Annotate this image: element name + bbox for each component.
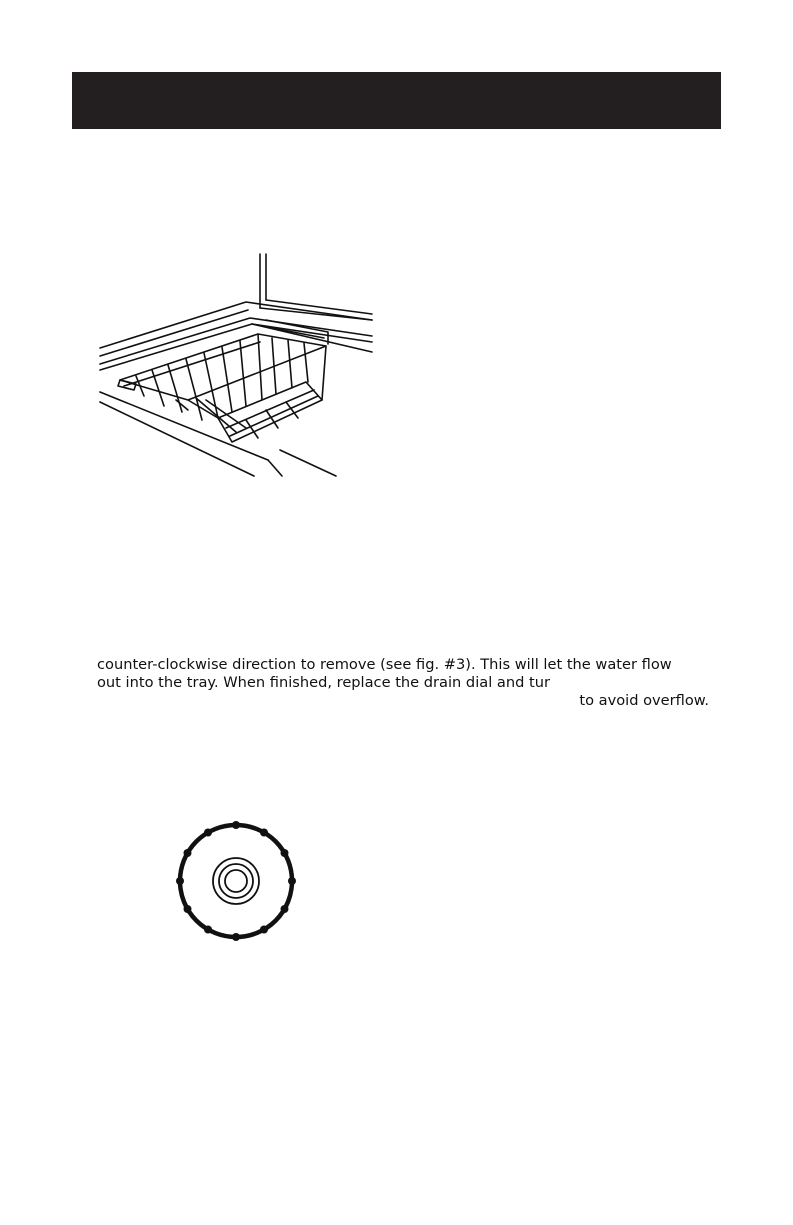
instruction-line-1: counter-clockwise direction to remove (see fig. #3). This will let the water flow [97,656,672,673]
instruction-line-2: out into the tray. When finished, replace the drain dial and tur [97,674,550,691]
instruction-line-3: to avoid overflow. [579,692,709,709]
freezer-wire-basket-icon [96,250,376,480]
drain-dial-icon [175,820,300,945]
section-header-bar [72,72,721,129]
